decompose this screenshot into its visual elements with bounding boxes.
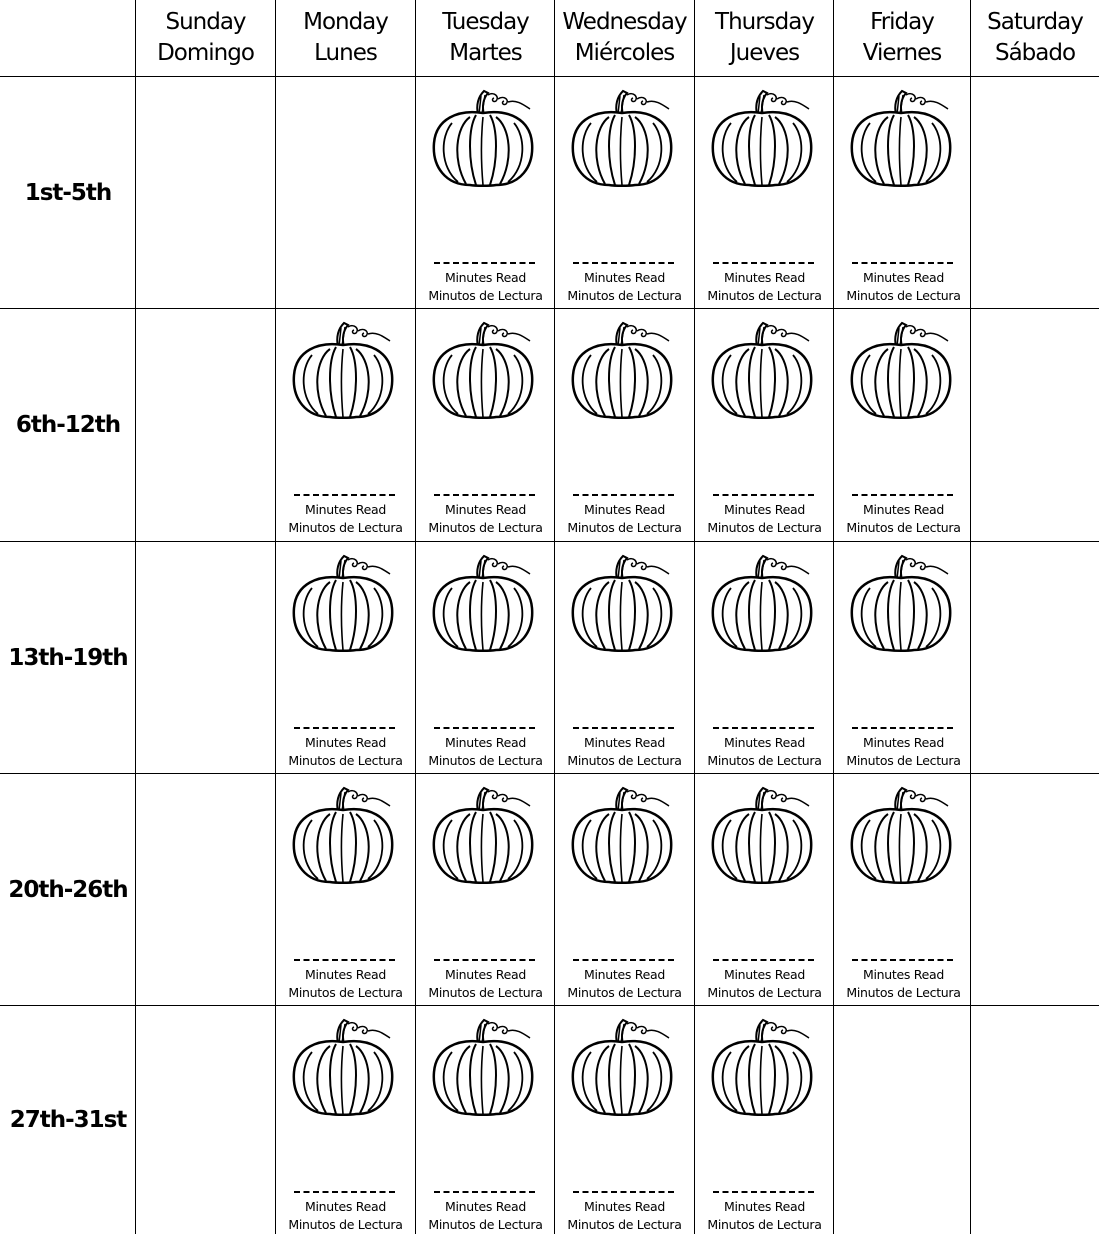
minutes-read-label: Minutes Read <box>445 502 526 517</box>
reading-log-cell <box>276 309 415 540</box>
reading-log-cell <box>276 542 415 773</box>
day-name-es: Viernes <box>862 40 942 66</box>
minutes-read-label: Minutes Read <box>724 502 805 517</box>
minutes-read-label: Minutes Read <box>445 735 526 750</box>
header-friday <box>834 0 970 76</box>
pumpkin-icon <box>567 319 677 419</box>
minutos-de-lectura-label: Minutos de Lectura <box>567 1217 682 1232</box>
minutes-read-label: Minutes Read <box>584 735 665 750</box>
reading-log-cell <box>416 1006 555 1237</box>
minutos-de-lectura-label: Minutos de Lectura <box>288 1217 403 1232</box>
minutes-read-label: Minutes Read <box>724 1199 805 1214</box>
reading-log-cell <box>834 309 973 540</box>
reading-log-cell <box>416 77 555 308</box>
reading-log-cell <box>555 1006 694 1237</box>
row-label: 20th-26th <box>8 876 128 903</box>
reading-log-cell <box>276 1006 415 1237</box>
minutes-blank-line[interactable] <box>852 959 953 961</box>
day-name-en: Tuesday <box>442 9 529 35</box>
minutes-read-label: Minutes Read <box>305 1199 386 1214</box>
day-name-en: Sunday <box>165 9 246 35</box>
pumpkin-icon <box>707 784 817 884</box>
header-monday <box>276 0 415 76</box>
reading-log-cell <box>834 542 973 773</box>
minutes-read-label: Minutes Read <box>584 1199 665 1214</box>
minutes-blank-line[interactable] <box>294 959 395 961</box>
minutes-read-label: Minutes Read <box>305 967 386 982</box>
minutos-de-lectura-label: Minutos de Lectura <box>707 288 822 303</box>
minutes-blank-line[interactable] <box>713 1191 814 1193</box>
reading-log-cell <box>555 542 694 773</box>
minutes-blank-line[interactable] <box>434 1191 535 1193</box>
header-tuesday <box>416 0 555 76</box>
day-name-es: Domingo <box>157 40 254 66</box>
minutes-read-label: Minutes Read <box>724 735 805 750</box>
minutos-de-lectura-label: Minutos de Lectura <box>428 288 543 303</box>
minutos-de-lectura-label: Minutos de Lectura <box>846 288 961 303</box>
pumpkin-icon <box>567 87 677 187</box>
grid-vline <box>135 0 136 1234</box>
pumpkin-icon <box>288 552 398 652</box>
minutes-read-label: Minutes Read <box>724 270 805 285</box>
reading-log-cell <box>416 542 555 773</box>
pumpkin-icon <box>707 87 817 187</box>
header-sunday <box>136 0 275 76</box>
minutes-blank-line[interactable] <box>434 262 535 264</box>
row-label: 1st-5th <box>24 179 112 206</box>
day-name-en: Friday <box>870 9 934 35</box>
row-label: 6th-12th <box>15 412 121 438</box>
pumpkin-icon <box>707 1016 817 1116</box>
minutes-read-label: Minutes Read <box>724 967 805 982</box>
reading-log-cell <box>695 542 834 773</box>
reading-log-cell <box>276 774 415 1005</box>
minutes-read-label: Minutes Read <box>305 502 386 517</box>
minutos-de-lectura-label: Minutos de Lectura <box>846 520 961 535</box>
pumpkin-icon <box>567 1016 677 1116</box>
minutos-de-lectura-label: Minutos de Lectura <box>288 985 403 1000</box>
row-label: 27th-31st <box>9 1107 127 1133</box>
minutos-de-lectura-label: Minutos de Lectura <box>707 1217 822 1232</box>
minutos-de-lectura-label: Minutos de Lectura <box>288 753 403 768</box>
pumpkin-icon <box>707 319 817 419</box>
minutes-read-label: Minutes Read <box>863 967 944 982</box>
pumpkin-icon <box>567 784 677 884</box>
minutes-blank-line[interactable] <box>294 727 395 729</box>
day-name-en: Monday <box>303 9 388 35</box>
minutes-read-label: Minutes Read <box>305 735 386 750</box>
row-label: 13th-19th <box>8 644 128 671</box>
day-name-en: Saturday <box>987 9 1083 35</box>
pumpkin-icon <box>707 552 817 652</box>
header-wednesday <box>555 0 694 76</box>
minutos-de-lectura-label: Minutos de Lectura <box>428 985 543 1000</box>
minutes-blank-line[interactable] <box>713 494 814 496</box>
header-thursday <box>695 0 834 76</box>
minutes-read-label: Minutes Read <box>584 270 665 285</box>
minutes-blank-line[interactable] <box>852 262 953 264</box>
minutes-read-label: Minutes Read <box>584 502 665 517</box>
reading-log-cell <box>555 774 694 1005</box>
minutos-de-lectura-label: Minutos de Lectura <box>846 753 961 768</box>
minutos-de-lectura-label: Minutos de Lectura <box>428 1217 543 1232</box>
day-name-en: Wednesday <box>562 9 687 35</box>
day-name-es: Jueves <box>729 40 800 66</box>
minutos-de-lectura-label: Minutos de Lectura <box>288 520 403 535</box>
minutes-read-label: Minutes Read <box>863 502 944 517</box>
day-name-es: Sábado <box>994 40 1076 66</box>
minutos-de-lectura-label: Minutos de Lectura <box>707 753 822 768</box>
reading-log-cell <box>695 309 834 540</box>
day-name-en: Thursday <box>715 9 814 35</box>
minutos-de-lectura-label: Minutos de Lectura <box>567 985 682 1000</box>
minutes-blank-line[interactable] <box>294 494 395 496</box>
minutes-blank-line[interactable] <box>294 1191 395 1193</box>
pumpkin-icon <box>428 87 538 187</box>
minutes-blank-line[interactable] <box>713 727 814 729</box>
reading-log-cell <box>695 774 834 1005</box>
reading-log-cell <box>555 309 694 540</box>
day-name-es: Lunes <box>314 40 377 66</box>
minutes-read-label: Minutes Read <box>863 270 944 285</box>
minutes-read-label: Minutes Read <box>445 967 526 982</box>
minutos-de-lectura-label: Minutos de Lectura <box>567 753 682 768</box>
minutes-blank-line[interactable] <box>852 494 953 496</box>
reading-log-cell <box>416 774 555 1005</box>
minutos-de-lectura-label: Minutos de Lectura <box>428 753 543 768</box>
pumpkin-icon <box>846 319 956 419</box>
pumpkin-icon <box>846 784 956 884</box>
minutes-blank-line[interactable] <box>434 727 535 729</box>
minutes-blank-line[interactable] <box>713 262 814 264</box>
pumpkin-icon <box>428 784 538 884</box>
pumpkin-icon <box>846 87 956 187</box>
header-saturday <box>971 0 1099 76</box>
reading-log-cell <box>695 1006 834 1237</box>
minutes-blank-line[interactable] <box>573 727 674 729</box>
minutos-de-lectura-label: Minutos de Lectura <box>707 985 822 1000</box>
minutes-read-label: Minutes Read <box>445 1199 526 1214</box>
reading-log-cell <box>834 77 973 308</box>
minutes-blank-line[interactable] <box>852 727 953 729</box>
minutes-blank-line[interactable] <box>434 494 535 496</box>
day-name-es: Miércoles <box>574 40 675 66</box>
minutos-de-lectura-label: Minutos de Lectura <box>846 985 961 1000</box>
minutos-de-lectura-label: Minutos de Lectura <box>567 288 682 303</box>
reading-log-cell <box>416 309 555 540</box>
reading-log-cell <box>555 77 694 308</box>
minutes-read-label: Minutes Read <box>863 735 944 750</box>
reading-log-cell <box>834 774 973 1005</box>
minutes-blank-line[interactable] <box>573 959 674 961</box>
reading-log-cell <box>695 77 834 308</box>
pumpkin-icon <box>846 552 956 652</box>
pumpkin-icon <box>428 1016 538 1116</box>
minutos-de-lectura-label: Minutos de Lectura <box>567 520 682 535</box>
minutes-read-label: Minutes Read <box>445 270 526 285</box>
minutes-blank-line[interactable] <box>573 494 674 496</box>
minutos-de-lectura-label: Minutos de Lectura <box>428 520 543 535</box>
pumpkin-icon <box>428 319 538 419</box>
pumpkin-icon <box>428 552 538 652</box>
minutes-blank-line[interactable] <box>573 262 674 264</box>
minutes-read-label: Minutes Read <box>584 967 665 982</box>
pumpkin-icon <box>567 552 677 652</box>
day-name-es: Martes <box>449 40 522 66</box>
pumpkin-icon <box>288 1016 398 1116</box>
minutes-blank-line[interactable] <box>434 959 535 961</box>
minutes-blank-line[interactable] <box>573 1191 674 1193</box>
minutos-de-lectura-label: Minutos de Lectura <box>707 520 822 535</box>
pumpkin-icon <box>288 319 398 419</box>
minutes-blank-line[interactable] <box>713 959 814 961</box>
pumpkin-icon <box>288 784 398 884</box>
